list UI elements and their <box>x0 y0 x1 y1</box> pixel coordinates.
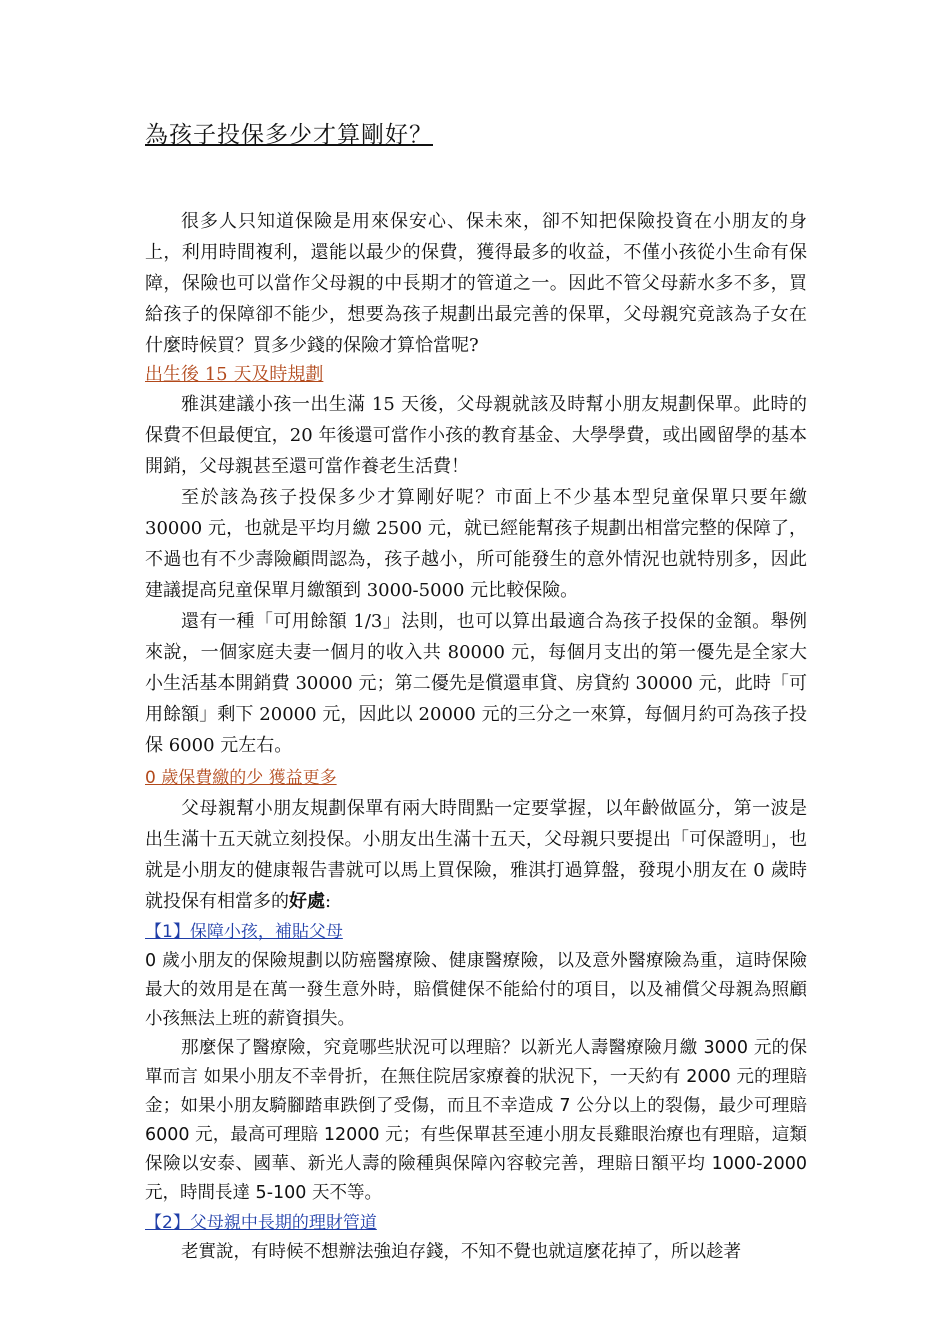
paragraph-plan-after-birth: 雅淇建議小孩一出生滿 15 天後，父母親就該及時幫小朋友規劃保單。此時的保費不但最便宜，20 年後還可當作小孩的教育基金、大學學費，或出國留學的基本開銷，父母親甚至還可當作養老生活費！ <box>145 394 807 477</box>
paragraph-two-key-times-text: 父母親幫小朋友規劃保單有兩大時間點一定要掌握，以年齡做區分，第一波是出生滿十五天就立刻投保。小朋友出生滿十五天，父母親只要提出「可保證明」，也就是小朋友的健康報告書就可以馬上買保險，雅淇打過算盤，發現小朋友在 0 歲時就投保有相當多的 <box>145 798 807 912</box>
paragraph-claim-examples: 那麼保了醫療險，究竟哪些狀況可以理賠？以新光人壽醫療險月繳 3000 元的保單而言 如果小朋友不幸骨折，在無住院居家療養的狀況下，一天約有 2000 元的理賠金；如果小朋友騎腳踏車跌倒了受傷，而且不幸造成 7 公分以上的裂傷，最少可理賠 6000 元，最高可理賠 12000 元；有些保單甚至連小朋友長雞眼治療也有理賠，這類保險以安泰、國華、新光人壽的險種與保障內容較完善，理賠日額平均 1000-2000 元，時間長達 5-100 天不等。 <box>145 1038 807 1203</box>
paragraph-one-third-rule: 還有一種「可用餘額 1/3」法則，也可以算出最適合為孩子投保的金額。舉例來說，一個家庭夫妻一個月的收入共 80000 元，每個月支出的第一優先是全家大小生活基本開銷費 30000 元；第二優先是償還車貸、房貸約 30000 元，此時「可用餘額」剩下 20000 元，因此以 20000 元的三分之一來算，每個月約可為孩子投保 6000 元左右。 <box>145 611 807 756</box>
paragraph-two-key-times <box>145 793 807 917</box>
subheading-protect-child: 【1】保障小孩，補貼父母 <box>145 922 343 942</box>
paragraph-how-much-to-insure: 至於該為孩子投保多少才算剛好呢？市面上不少基本型兒童保單只要年繳 30000 元，也就是平均月繳 2500 元，就已經能幫孩子規劃出相當完整的保障了，不過也有不少壽險顧問認為，孩子越小，所可能發生的意外情況也就特別多，因此建議提高兒童保單月繳額到 3000-5000 元比較保險。 <box>145 487 807 601</box>
paragraph-forced-saving: 老實說，有時候不想辦法強迫存錢，不知不覺也就這麼花掉了，所以趁著 <box>181 1242 741 1262</box>
document-body <box>145 206 807 1267</box>
intro-paragraph: 很多人只知道保險是用來保安心、保未來，卻不知把保險投資在小朋友的身上，利用時間複利，還能以最少的保費，獲得最多的收益，不僅小孩從小生命有保障，保險也可以當作父母親的中長期才的管道之一。因此不管父母薪水多不多，買給孩子的保障卻不能少，想要為孩子規劃出最完善的保單，父母親究竟該為子女在什麼時候買？買多少錢的保險才算恰當呢? <box>145 211 807 356</box>
subheading-parent-finance: 【2】父母親中長期的理財管道 <box>145 1213 377 1233</box>
paragraph-medical-planning: 0 歲小朋友的保險規劃以防癌醫療險、健康醫療險，以及意外醫療險為重，這時保險最大的效用是在萬一發生意外時，賠償健保不能給付的項目，以及補償父母親為照顧小孩無法上班的薪資損失。 <box>145 951 807 1029</box>
paragraph-two-key-times-colon: : <box>325 891 332 912</box>
section-heading-age-zero: 0 歲保費繳的少 獲益更多 <box>145 768 337 788</box>
document-title: 為孩子投保多少才算剛好？ <box>145 122 433 148</box>
benefits-emphasis: 好處 <box>289 891 325 912</box>
section-heading-birth-15-days: 出生後 15 天及時規劃 <box>145 364 324 385</box>
